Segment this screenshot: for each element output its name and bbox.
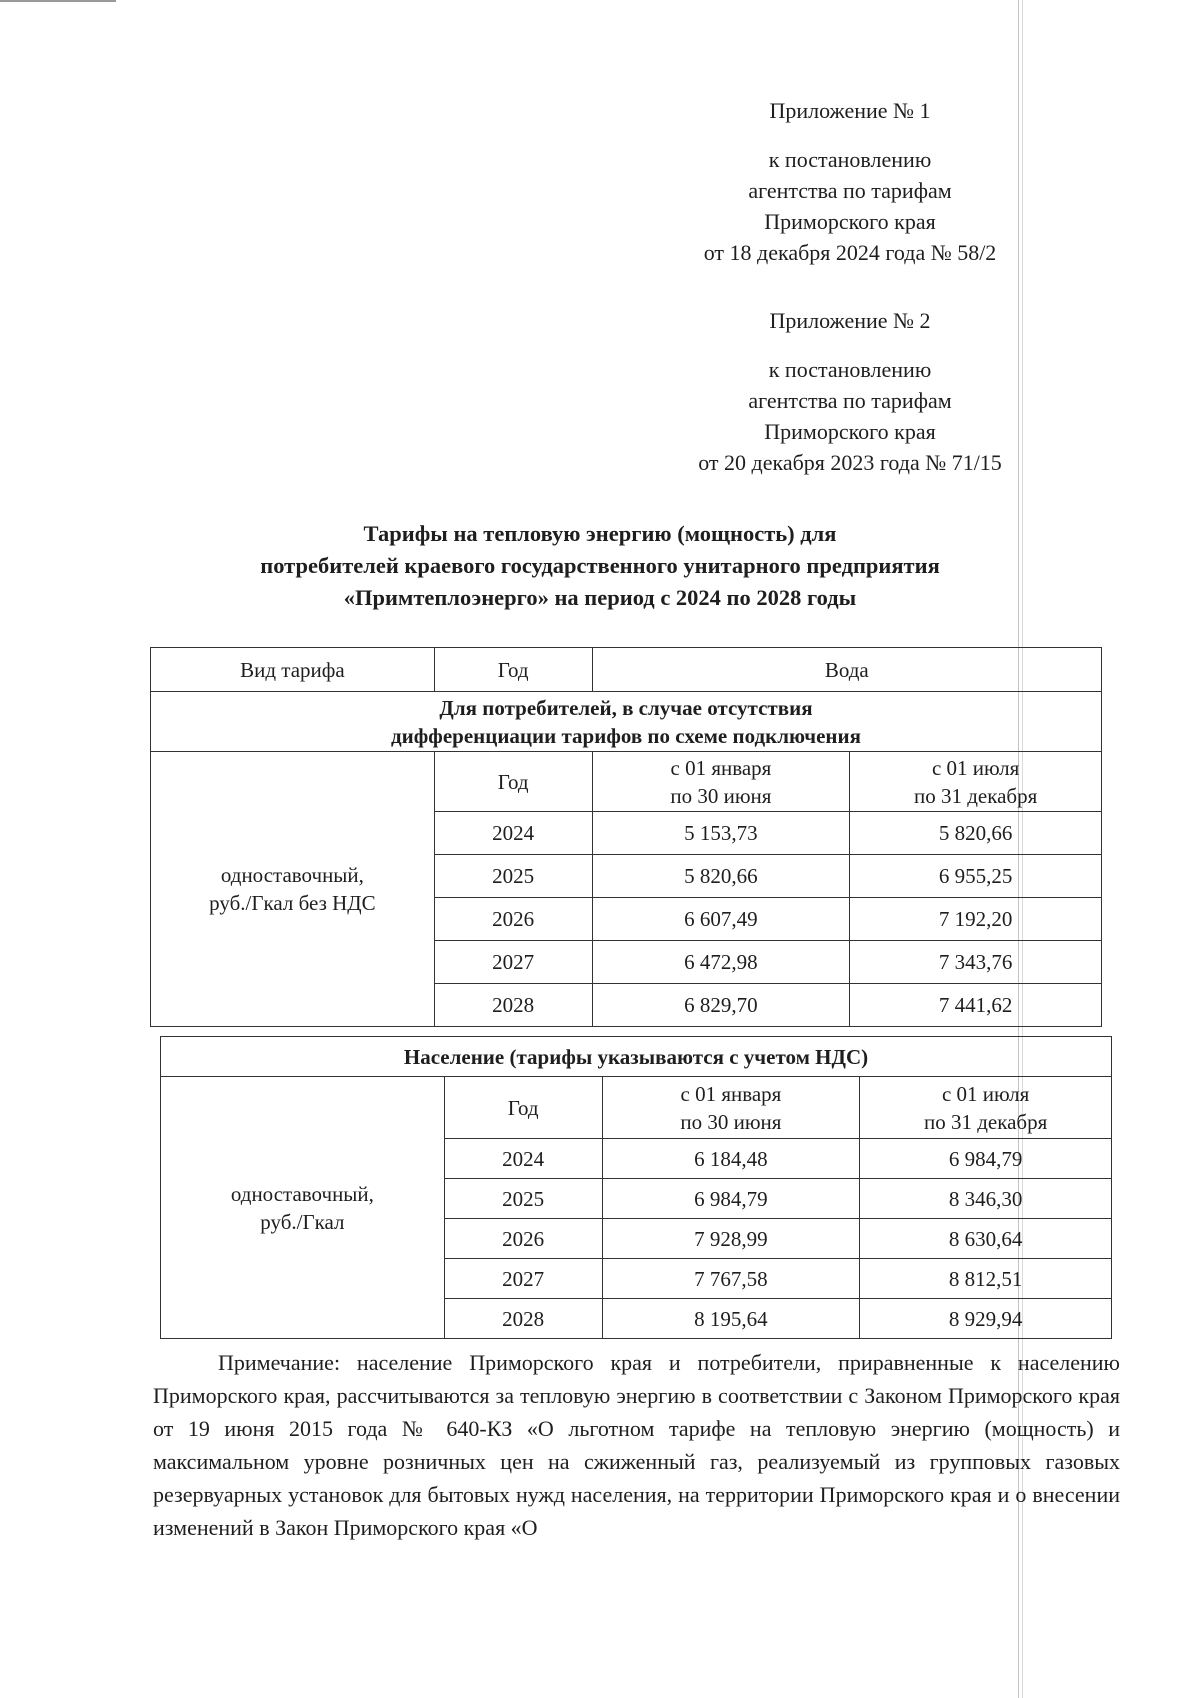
title-line: потребителей краевого государственного унитарного предприятия bbox=[260, 553, 940, 578]
appendix-line: агентства по тарифам bbox=[748, 178, 952, 203]
year-cell: 2025 bbox=[444, 1179, 602, 1219]
year-cell: 2026 bbox=[444, 1219, 602, 1259]
subheader-year: Год bbox=[444, 1077, 602, 1139]
section-title-row bbox=[151, 692, 1102, 752]
scan-artifact-corner bbox=[0, 0, 116, 2]
section-title-row bbox=[161, 1037, 1112, 1077]
header-tariff-type: Вид тарифа bbox=[151, 648, 435, 692]
appendix-1-block bbox=[610, 95, 1090, 268]
tariff-type-line: одноставочный, bbox=[220, 863, 364, 887]
value-cell-h2: 7 441,62 bbox=[850, 984, 1102, 1027]
subheader-year: Год bbox=[434, 752, 592, 812]
value-cell-h1: 5 153,73 bbox=[592, 812, 850, 855]
value-cell-h2: 8 630,64 bbox=[860, 1219, 1112, 1259]
section-title-line: Для потребителей, в случае отсутствия bbox=[439, 695, 813, 720]
period-line: по 31 декабря bbox=[923, 1109, 1048, 1134]
header-water: Вода bbox=[592, 648, 1101, 692]
period-line: с 01 января bbox=[680, 1081, 782, 1106]
table-header-row bbox=[151, 648, 1102, 692]
tariff-type-line: руб./Гкал bbox=[260, 1209, 345, 1234]
period-line: по 30 июня bbox=[680, 1109, 782, 1134]
tariff-table-part-2 bbox=[160, 1036, 1112, 1339]
subheader-row bbox=[161, 1077, 1112, 1139]
year-cell: 2024 bbox=[434, 812, 592, 855]
value-cell-h2: 6 955,25 bbox=[850, 855, 1102, 898]
value-cell-h1: 6 472,98 bbox=[592, 941, 850, 984]
appendix-line: к постановлению bbox=[768, 357, 932, 382]
value-cell-h2: 5 820,66 bbox=[850, 812, 1102, 855]
year-cell: 2028 bbox=[444, 1299, 602, 1339]
appendix-date-number: от 20 декабря 2023 года № 71/15 bbox=[698, 450, 1002, 475]
appendix-heading: Приложение № 1 bbox=[769, 98, 931, 123]
period-line: по 30 июня bbox=[670, 783, 772, 808]
appendix-2-block bbox=[610, 305, 1090, 478]
tariff-type-line: одноставочный, bbox=[230, 1181, 374, 1206]
note-paragraph bbox=[153, 1346, 1120, 1544]
value-cell-h2: 7 343,76 bbox=[850, 941, 1102, 984]
header-year: Год bbox=[434, 648, 592, 692]
value-cell-h2: 8 929,94 bbox=[860, 1299, 1112, 1339]
value-cell-h1: 6 984,79 bbox=[602, 1179, 860, 1219]
document-title bbox=[80, 518, 1120, 614]
year-cell: 2027 bbox=[444, 1259, 602, 1299]
subheader-period-1 bbox=[602, 1077, 860, 1139]
value-cell-h1: 5 820,66 bbox=[592, 855, 850, 898]
year-cell: 2026 bbox=[434, 898, 592, 941]
appendix-line: Приморского края bbox=[764, 209, 936, 234]
value-cell-h1: 7 928,99 bbox=[602, 1219, 860, 1259]
period-line: с 01 июля bbox=[931, 755, 1020, 780]
period-line: с 01 января bbox=[670, 755, 772, 780]
tariff-table-part-1 bbox=[150, 647, 1102, 1027]
period-line: с 01 июля bbox=[941, 1081, 1030, 1106]
year-cell: 2025 bbox=[434, 855, 592, 898]
value-cell-h2: 8 346,30 bbox=[860, 1179, 1112, 1219]
section-title: Население (тарифы указываются с учетом НДС) bbox=[161, 1037, 1112, 1077]
value-cell-h1: 7 767,58 bbox=[602, 1259, 860, 1299]
tariff-type-cell bbox=[151, 752, 435, 1027]
value-cell-h1: 6 829,70 bbox=[592, 984, 850, 1027]
tariff-type-cell bbox=[161, 1077, 445, 1339]
value-cell-h1: 6 184,48 bbox=[602, 1139, 860, 1179]
title-line: «Примтеплоэнерго» на период с 2024 по 2028 годы bbox=[343, 585, 857, 610]
appendix-line: агентства по тарифам bbox=[748, 388, 952, 413]
tariff-type-line: руб./Гкал без НДС bbox=[209, 891, 376, 915]
appendix-heading: Приложение № 2 bbox=[769, 308, 931, 333]
section-title-line: дифференциации тарифов по схеме подключения bbox=[391, 723, 861, 748]
note-text: Примечание: население Приморского края и потребители, приравненные к населению Приморского края, рассчитываются за тепловую энергию в соответствии с Законом Приморского края от 19 июня 2015 года № 640-КЗ «О льготном тарифе на тепловую энергию (мощность) и максимальном уровне розничных цен на сжиженный газ, реализуемый из групповых газовых резервуарных установок для бытовых нужд населения, на территории Приморского края и о внесении изменений в Закон Приморского края «О bbox=[153, 1350, 1120, 1540]
title-line: Тарифы на тепловую энергию (мощность) для bbox=[363, 521, 837, 546]
subheader-row bbox=[151, 752, 1102, 812]
appendix-line: Приморского края bbox=[764, 419, 936, 444]
value-cell-h1: 8 195,64 bbox=[602, 1299, 860, 1339]
subheader-period-2 bbox=[860, 1077, 1112, 1139]
appendix-date-number: от 18 декабря 2024 года № 58/2 bbox=[703, 240, 997, 265]
period-line: по 31 декабря bbox=[913, 783, 1038, 808]
subheader-period-2 bbox=[850, 752, 1102, 812]
value-cell-h1: 6 607,49 bbox=[592, 898, 850, 941]
value-cell-h2: 8 812,51 bbox=[860, 1259, 1112, 1299]
year-cell: 2024 bbox=[444, 1139, 602, 1179]
appendix-line: к постановлению bbox=[768, 147, 932, 172]
subheader-period-1 bbox=[592, 752, 850, 812]
year-cell: 2028 bbox=[434, 984, 592, 1027]
value-cell-h2: 6 984,79 bbox=[860, 1139, 1112, 1179]
value-cell-h2: 7 192,20 bbox=[850, 898, 1102, 941]
year-cell: 2027 bbox=[434, 941, 592, 984]
section-title bbox=[151, 692, 1102, 752]
